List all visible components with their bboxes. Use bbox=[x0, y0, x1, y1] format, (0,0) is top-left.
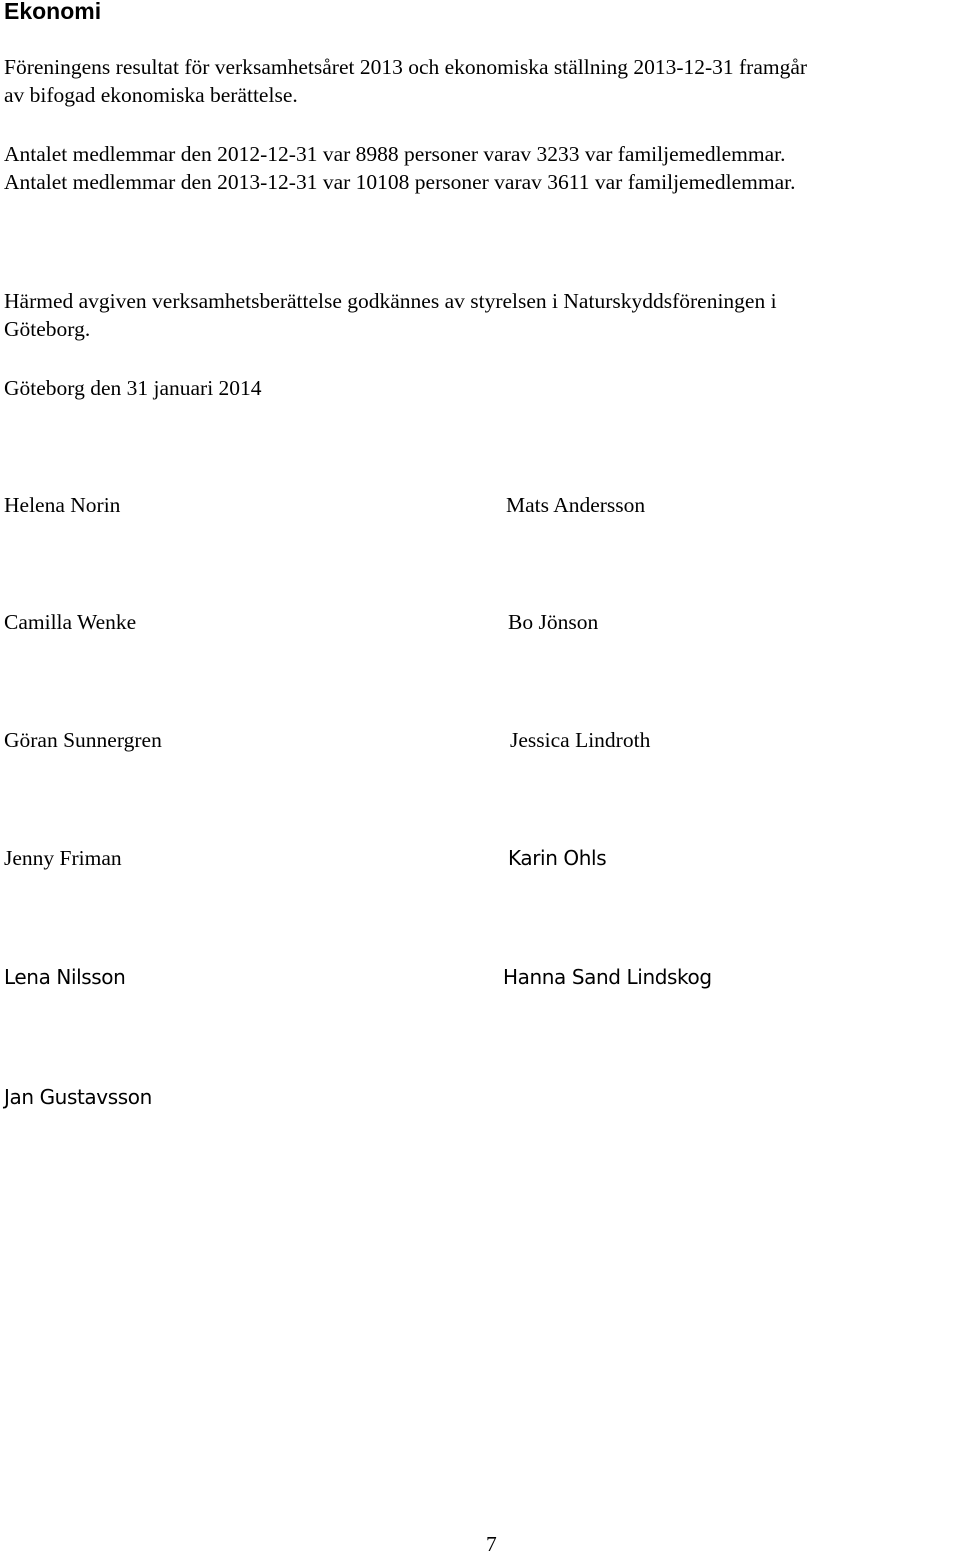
result-line-1: Föreningens resultat för verksamhetsåret 2013 och ekonomiska ställning 2013-12-31 framgår bbox=[4, 55, 808, 79]
signature-left-6: Jan Gustavsson bbox=[4, 1085, 152, 1109]
members-paragraph bbox=[4, 140, 959, 196]
result-paragraph bbox=[4, 53, 959, 109]
place-date: Göteborg den 31 januari 2014 bbox=[4, 376, 262, 400]
page-number: 7 bbox=[486, 1532, 497, 1556]
signature-left-2: Camilla Wenke bbox=[4, 610, 137, 634]
approval-line-2: Göteborg. bbox=[4, 317, 91, 341]
signature-right-4: Karin Ohls bbox=[508, 846, 607, 870]
members-line-2012: Antalet medlemmar den 2012-12-31 var 8988 personer varav 3233 var familjemedlemmar. bbox=[4, 142, 786, 166]
signature-right-5: Hanna Sand Lindskog bbox=[503, 965, 712, 989]
signature-left-3: Göran Sunnergren bbox=[4, 728, 162, 752]
signature-right-1: Mats Andersson bbox=[506, 493, 646, 517]
members-line-2013: Antalet medlemmar den 2013-12-31 var 10108 personer varav 3611 var familjemedlemmar. bbox=[4, 170, 796, 194]
approval-line-1: Härmed avgiven verksamhetsberättelse godkännes av styrelsen i Naturskyddsföreningen i bbox=[4, 289, 777, 313]
result-line-2: av bifogad ekonomiska berättelse. bbox=[4, 83, 298, 107]
signature-right-2: Bo Jönson bbox=[508, 610, 599, 634]
signature-left-5: Lena Nilsson bbox=[4, 965, 126, 989]
signature-left-4: Jenny Friman bbox=[4, 846, 122, 870]
signature-right-3: Jessica Lindroth bbox=[510, 728, 651, 752]
signature-left-1: Helena Norin bbox=[4, 493, 121, 517]
section-heading: Ekonomi bbox=[4, 0, 102, 24]
approval-paragraph bbox=[4, 287, 959, 343]
